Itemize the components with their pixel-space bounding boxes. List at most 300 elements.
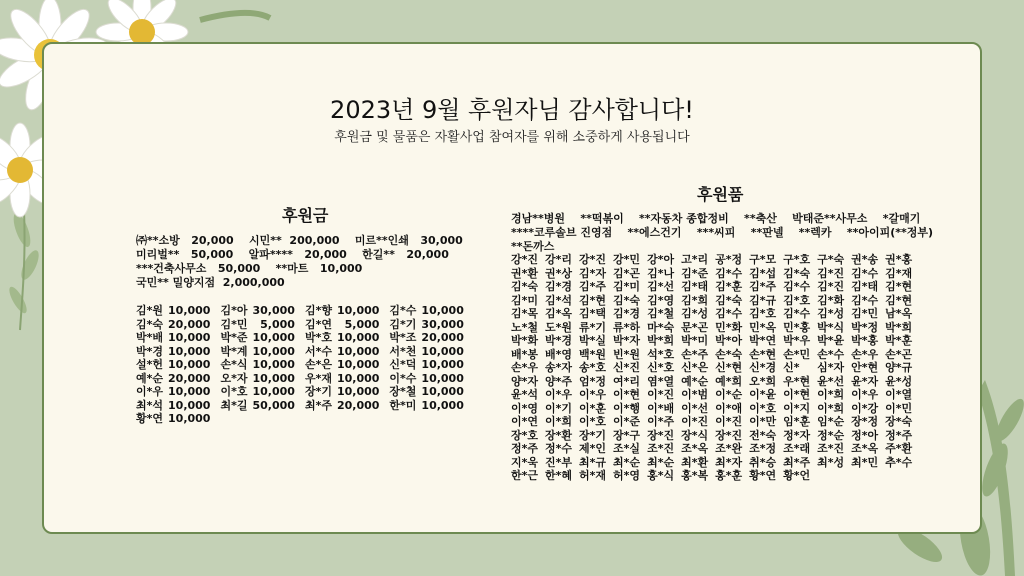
donation-amount: 5,000 xyxy=(260,317,295,331)
donation-amount: 10,000 xyxy=(168,331,211,344)
donor-name: 이*현 xyxy=(613,388,641,401)
donor-name: 장*기 xyxy=(579,428,607,442)
donor-name: 엄*정 xyxy=(579,374,607,388)
donor-name: 임*훈 xyxy=(783,415,811,428)
donor-name: 김*현 xyxy=(885,293,913,307)
donor-name: 손*수 xyxy=(817,347,845,361)
table-row xyxy=(511,280,919,294)
donor-name: 김*훈 xyxy=(715,280,743,293)
donor-name: 양*주 xyxy=(545,374,573,388)
donations-heading: 후원금 xyxy=(282,206,329,225)
donor-name: 손*우 xyxy=(851,347,879,361)
table-row xyxy=(511,402,919,416)
donation-amount: 20,000 xyxy=(421,331,464,344)
goods-donor-table xyxy=(511,253,919,483)
donation-amount: 10,000 xyxy=(168,412,211,425)
table-row xyxy=(511,361,919,375)
donor-name: 장*구 xyxy=(613,428,641,442)
donor-name: 제*인 xyxy=(579,442,607,455)
donor-name: 조*옥 xyxy=(681,442,709,455)
donation-amount: 10,000 xyxy=(421,344,464,358)
donor-name: 김*현 xyxy=(885,280,913,293)
donor-name: 권*환 xyxy=(511,266,539,280)
donor-name: 김*수 xyxy=(389,304,417,317)
donor-name: 강*진 xyxy=(579,253,607,266)
donor-name: 손*은 xyxy=(304,358,332,371)
donor-name: 구*호 xyxy=(783,253,811,266)
table-row xyxy=(511,267,919,281)
donor-name: 민*화 xyxy=(715,320,743,334)
donor-name: 박*호 xyxy=(304,331,332,344)
donor-name: 오*자 xyxy=(220,371,248,385)
donor-name: 이*윤 xyxy=(749,388,777,401)
donor-name: 김*희 xyxy=(681,293,709,307)
donor-name: 김*재 xyxy=(885,266,913,280)
table-row xyxy=(511,334,919,348)
donor-org-line: ㈜**소방 20,000 시민** 200,000 미르**인쇄 30,000 xyxy=(136,234,463,247)
donor-name: 김*나 xyxy=(647,266,675,280)
donor-name: 장*식 xyxy=(681,428,709,442)
donation-amount: 10,000 xyxy=(168,398,211,412)
donor-name: 임*순 xyxy=(817,415,845,428)
donor-name: 이*영 xyxy=(511,401,539,415)
donor-name: 이*희 xyxy=(545,415,573,428)
table-row xyxy=(511,429,919,443)
donor-name: 허*재 xyxy=(579,469,607,482)
table-row xyxy=(136,385,474,399)
donor-name: 이*호 xyxy=(579,415,607,428)
donor-name: 류*기 xyxy=(579,320,607,334)
donor-name: 손*식 xyxy=(220,358,248,371)
donation-amount: 10,000 xyxy=(421,304,464,317)
donor-name: 김*원 xyxy=(136,304,164,317)
donor-name: 박*실 xyxy=(579,334,607,347)
donation-amount: 10,000 xyxy=(421,398,464,412)
donor-name: 김*숙 xyxy=(613,293,641,307)
donor-name: 김*영 xyxy=(647,293,675,307)
table-row xyxy=(511,348,919,362)
donor-name: 배*영 xyxy=(545,347,573,361)
donor-name: 정*주 xyxy=(885,428,913,442)
donation-amount: 10,000 xyxy=(252,331,295,344)
donor-name: 추*수 xyxy=(885,455,913,469)
donor-name: 김*미 xyxy=(613,280,641,293)
donor-name: 권*상 xyxy=(545,266,573,280)
donor-name: 손*주 xyxy=(681,347,709,361)
donor-name: 김*미 xyxy=(511,293,539,307)
donor-name: 염*열 xyxy=(647,374,675,388)
table-row xyxy=(136,358,474,372)
donor-name: 구*숙 xyxy=(817,253,845,266)
donor-name: 이*현 xyxy=(783,388,811,401)
donor-name: 도*원 xyxy=(545,320,573,334)
donor-name: 김*선 xyxy=(647,280,675,293)
donor-name: 이*배 xyxy=(647,401,675,415)
donor-name: 김*자 xyxy=(579,266,607,280)
donation-amount: 30,000 xyxy=(421,317,464,331)
donation-amount: 10,000 xyxy=(421,385,464,398)
donor-name: 조*완 xyxy=(715,442,743,455)
donor-name: 김*옥 xyxy=(545,307,573,320)
donor-name: 김*태 xyxy=(851,280,879,293)
donor-name: 김*숙 xyxy=(511,280,539,293)
donor-name: 김*주 xyxy=(749,280,777,293)
donor-name: 이*행 xyxy=(613,401,641,415)
donor-name: 홍*복 xyxy=(681,469,709,482)
donor-name: 최*주 xyxy=(304,398,332,412)
donor-name: 김*민 xyxy=(220,317,248,331)
donor-org-line: ***건축사무소 50,000 **마트 10,000 xyxy=(136,262,363,275)
table-row xyxy=(511,415,919,429)
donor-name: 김*태 xyxy=(681,280,709,293)
table-row xyxy=(136,372,474,386)
donor-name: 최*순 xyxy=(613,455,641,469)
donor-name: 이*진 xyxy=(647,388,675,401)
page-subtitle: 후원금 및 물품은 자활사업 참여자를 위해 소중하게 사용됩니다 xyxy=(334,130,690,145)
donor-grid xyxy=(511,253,919,483)
donor-name: 김*규 xyxy=(749,293,777,307)
donor-name: 김*준 xyxy=(681,266,709,280)
donor-name: 장*정 xyxy=(851,415,879,428)
donor-name: 허*영 xyxy=(613,469,641,482)
donor-name: 김*경 xyxy=(613,307,641,320)
donor-name: 이*희 xyxy=(817,401,845,415)
donor-name: 손*우 xyxy=(511,361,539,374)
donor-name: 지*욱 xyxy=(511,455,539,469)
donor-name: 이*희 xyxy=(817,388,845,401)
donation-amount: 10,000 xyxy=(168,358,211,371)
donor-name: 홍*훈 xyxy=(715,469,743,482)
donor-name: 홍*식 xyxy=(647,469,675,482)
table-row xyxy=(136,331,474,345)
donor-name: 이*호 xyxy=(749,401,777,415)
goods-org-line: **돈까스 xyxy=(511,240,555,253)
donor-name: 윤*선 xyxy=(817,374,845,388)
donor-name: 이*강 xyxy=(851,401,879,415)
donor-name: 손*곤 xyxy=(885,347,913,361)
donor-name: 이*우 xyxy=(851,388,879,401)
donor-name: 황*언 xyxy=(783,469,811,482)
donor-name: 김*아 xyxy=(220,304,248,317)
donor-name: 신*은 xyxy=(681,361,709,374)
leaf-icon xyxy=(200,13,270,20)
donor-name: 김*섭 xyxy=(749,266,777,280)
donor-name: 김*철 xyxy=(647,307,675,320)
donor-name: 신*덕 xyxy=(389,358,417,371)
table-row xyxy=(136,412,474,426)
donor-name: 박*아 xyxy=(715,334,743,347)
donor-name: 안*현 xyxy=(851,361,879,374)
donor-name: 김*경 xyxy=(545,280,573,293)
donor-name: 이*진 xyxy=(715,415,743,428)
donor-name: 최*순 xyxy=(647,455,675,469)
donation-amount: 10,000 xyxy=(252,344,295,358)
donor-name: 윤*성 xyxy=(885,374,913,388)
table-row xyxy=(511,294,919,308)
donor-name: 김*수 xyxy=(715,307,743,320)
donor-name: 양*규 xyxy=(885,361,913,374)
donor-name: 박*식 xyxy=(817,320,845,334)
donor-name: 최*자 xyxy=(715,455,743,469)
table-row xyxy=(136,304,474,318)
donor-name: 김*호 xyxy=(749,307,777,320)
donor-name: 김*화 xyxy=(817,293,845,307)
donor-name: 노*철 xyxy=(511,320,539,334)
donor-name: 이*민 xyxy=(885,401,913,415)
donor-name: 남*옥 xyxy=(885,307,913,320)
donor-name: 장*호 xyxy=(511,428,539,442)
table-row xyxy=(511,442,919,456)
donor-name: 정*자 xyxy=(783,428,811,442)
donor-name: 이*선 xyxy=(681,401,709,415)
table-row xyxy=(511,456,919,470)
table-row xyxy=(511,375,919,389)
donor-name: 박*자 xyxy=(613,334,641,347)
donor-name: 김*현 xyxy=(579,293,607,307)
donor-name: 예*순 xyxy=(136,371,164,385)
donor-name: 박*정 xyxy=(851,320,879,334)
table-row xyxy=(511,253,919,267)
donor-name: 김*숙 xyxy=(783,266,811,280)
donor-org-line: 국민** 밀양지점 2,000,000 xyxy=(136,276,285,289)
donor-name: 이*우 xyxy=(579,388,607,401)
donor-name: 조*래 xyxy=(783,442,811,455)
donor-name: 박*경 xyxy=(136,344,164,358)
donor-name: 김*민 xyxy=(851,307,879,320)
page-title: 2023년 9월 후원자님 감사합니다! xyxy=(330,96,694,124)
donation-amount: 10,000 xyxy=(336,371,380,385)
donor-name: 정*아 xyxy=(851,428,879,442)
donation-amount: 10,000 xyxy=(336,331,380,344)
donor-name: 김*숙 xyxy=(715,293,743,307)
donation-amount: 30,000 xyxy=(252,304,295,317)
donor-name: 이*순 xyxy=(715,388,743,401)
donor-name: 이*준 xyxy=(613,415,641,428)
donor-name: 김*호 xyxy=(783,293,811,307)
donor-name: 민*홍 xyxy=(783,320,811,334)
donor-name: 황*연 xyxy=(749,469,777,482)
donor-name: 이*훈 xyxy=(579,401,607,415)
donation-amount: 10,000 xyxy=(252,385,295,398)
donor-name: 김*성 xyxy=(681,307,709,320)
donation-amount: 10,000 xyxy=(336,304,380,317)
donor-name: 양*자 xyxy=(511,374,539,388)
donor-name: 김*숙 xyxy=(136,317,164,331)
donor-name: 박*희 xyxy=(647,334,675,347)
donor-name: 김*연 xyxy=(304,317,332,331)
donor-name: 강*아 xyxy=(647,253,675,266)
table-row xyxy=(136,399,474,413)
donor-name: 정*수 xyxy=(545,442,573,455)
donor-name: 김*목 xyxy=(511,307,539,320)
donation-amount: 10,000 xyxy=(168,385,211,398)
donation-amount: 10,000 xyxy=(252,358,295,371)
donor-name: 황*연 xyxy=(136,412,164,425)
donor-name: 주*환 xyxy=(885,442,913,455)
donor-name: 문*곤 xyxy=(681,320,709,334)
donor-name: 이*연 xyxy=(511,415,539,428)
donor-name: 진*부 xyxy=(545,455,573,469)
donor-name: 취*승 xyxy=(749,455,777,469)
donor-name: 석*호 xyxy=(647,347,675,361)
donor-name: 강*진 xyxy=(511,253,539,266)
goods-org-line: 경남**병원 **떡볶이 **자동차 종합정비 **축산 박태준**사무소 *갈매기 xyxy=(511,212,921,225)
donor-name: 장*환 xyxy=(545,428,573,442)
donor-name: 조*정 xyxy=(749,442,777,455)
donor-name: 박*훈 xyxy=(885,334,913,347)
donor-name: 김*향 xyxy=(304,304,332,317)
goods-org-line: ****코루솔브 진영점 **에스건기 ***씨피 **판넬 **렉카 **아이피(**정부) xyxy=(511,226,934,239)
donor-name: 강*리 xyxy=(545,253,573,266)
donor-name: 정*주 xyxy=(511,442,539,455)
donation-amount: 20,000 xyxy=(336,398,380,412)
donation-amount: 10,000 xyxy=(421,371,464,385)
donor-name: 박*홍 xyxy=(851,334,879,347)
donor-name: 장*철 xyxy=(389,385,417,398)
donor-name: 예*순 xyxy=(681,374,709,388)
donor-name: 김*수 xyxy=(851,266,879,280)
table-row xyxy=(511,469,919,483)
donor-name: 손*현 xyxy=(749,347,777,361)
donor-name: 권*송 xyxy=(851,253,879,266)
donor-name: 손*민 xyxy=(783,347,811,361)
donor-name: 김*석 xyxy=(545,293,573,307)
donor-name: 신* xyxy=(783,361,800,374)
goods-heading: 후원품 xyxy=(697,185,744,204)
donor-name: 빈*원 xyxy=(613,347,641,361)
donor-name: 심*자 xyxy=(817,361,845,374)
donor-name: 백*원 xyxy=(579,347,607,361)
donations-org-list xyxy=(136,234,463,290)
donor-name: 김*곤 xyxy=(613,266,641,280)
goods-org-list xyxy=(511,212,933,254)
donor-name: 이*기 xyxy=(545,401,573,415)
donor-name: 조*실 xyxy=(613,442,641,455)
donor-name: 마*숙 xyxy=(647,320,675,334)
donor-name: 윤*석 xyxy=(511,388,539,401)
donor-name: 최*규 xyxy=(579,455,607,469)
donor-name: 이*진 xyxy=(681,415,709,428)
donor-name: 예*희 xyxy=(715,374,743,388)
donor-name: 전*숙 xyxy=(749,428,777,442)
donor-name: 배*봉 xyxy=(511,347,539,361)
donor-name: 박*희 xyxy=(885,320,913,334)
donor-name: 강*민 xyxy=(613,253,641,266)
donor-name: 서*수 xyxy=(304,344,332,358)
donor-name: 최*길 xyxy=(220,398,248,412)
donor-name: 이*열 xyxy=(885,388,913,401)
donor-name: 신*경 xyxy=(749,361,777,374)
donation-amount: 10,000 xyxy=(336,344,380,358)
donor-name: 장*기 xyxy=(304,385,332,398)
donor-name: 김*수 xyxy=(851,293,879,307)
donor-name: 이*만 xyxy=(749,415,777,428)
donor-name: 이*애 xyxy=(715,401,743,415)
table-row xyxy=(136,318,474,332)
donor-name: 박*경 xyxy=(545,334,573,347)
donations-individual-table xyxy=(136,304,474,426)
donor-name: 박*우 xyxy=(783,334,811,347)
table-row xyxy=(136,345,474,359)
donor-name: 박*조 xyxy=(389,331,417,344)
donor-name: 우*재 xyxy=(304,371,332,385)
leaf-sprig-icon xyxy=(6,210,42,330)
donor-name: 최*민 xyxy=(851,455,879,469)
donation-amount: 10,000 xyxy=(421,358,464,371)
donor-name: 한*혜 xyxy=(545,469,573,482)
donor-name: 박*준 xyxy=(220,331,248,344)
donor-name: 박*계 xyxy=(220,344,248,358)
donor-name: 이*범 xyxy=(681,388,709,401)
donor-name: 이*호 xyxy=(220,385,248,398)
donor-name: 김*주 xyxy=(579,280,607,293)
donor-name: 권*홍 xyxy=(885,253,913,266)
donor-name: 신*현 xyxy=(715,361,743,374)
donor-name: 한*근 xyxy=(511,469,539,482)
donor-name: 이*우 xyxy=(545,388,573,401)
donor-name: 조*진 xyxy=(817,442,845,455)
donor-name: 신*진 xyxy=(613,361,641,374)
donor-name: 한*미 xyxy=(389,398,417,412)
donor-name: 신*호 xyxy=(647,361,675,374)
donor-name: 김*기 xyxy=(389,317,417,331)
donor-name: 박*윤 xyxy=(817,334,845,347)
donor-name: 최*성 xyxy=(817,455,845,469)
donor-name: 고*리 xyxy=(681,253,709,266)
donor-name: 송*자 xyxy=(545,361,573,374)
donor-name: 장*진 xyxy=(647,428,675,442)
donation-amount: 50,000 xyxy=(252,398,295,412)
donor-org-line: 미리벌** 50,000 알파**** 20,000 한길** 20,000 xyxy=(136,248,449,261)
donor-name: 손*숙 xyxy=(715,347,743,361)
donor-name: 이*지 xyxy=(783,401,811,415)
donation-amount: 10,000 xyxy=(252,371,295,385)
donor-name: 김*택 xyxy=(579,307,607,320)
table-row xyxy=(511,321,919,335)
donor-name: 김*수 xyxy=(715,266,743,280)
donor-name: 정*순 xyxy=(817,428,845,442)
donor-name: 박*화 xyxy=(511,334,539,347)
donor-name: 여*리 xyxy=(613,374,641,388)
donor-name: 서*천 xyxy=(389,344,417,358)
donor-name: 김*진 xyxy=(817,266,845,280)
donor-name: 구*모 xyxy=(749,253,777,266)
donation-amount: 10,000 xyxy=(168,344,211,358)
donation-amount: 20,000 xyxy=(168,371,211,385)
donation-amount: 20,000 xyxy=(168,317,211,331)
donor-name: 류*하 xyxy=(613,320,641,334)
donor-name: 김*성 xyxy=(817,307,845,320)
donor-name: 최*주 xyxy=(783,455,811,469)
donor-name: 최*석 xyxy=(136,398,164,412)
table-row xyxy=(511,307,919,321)
donor-name: 우*현 xyxy=(783,374,811,388)
donor-name: 조*옥 xyxy=(851,442,879,455)
donor-name: 이*수 xyxy=(389,371,417,385)
donation-amount: 10,000 xyxy=(336,385,380,398)
donation-amount: 5,000 xyxy=(344,317,380,331)
donor-name: 장*숙 xyxy=(885,415,913,428)
donor-name: 김*수 xyxy=(783,307,811,320)
table-row xyxy=(511,388,919,402)
donor-name: 김*진 xyxy=(817,280,845,293)
donor-name: 박*연 xyxy=(749,334,777,347)
donor-name: 박*배 xyxy=(136,331,164,344)
donor-name: 이*주 xyxy=(647,415,675,428)
donor-name: 송*호 xyxy=(579,361,607,374)
donor-name: 김*수 xyxy=(783,280,811,293)
donation-amount: 10,000 xyxy=(336,358,380,371)
